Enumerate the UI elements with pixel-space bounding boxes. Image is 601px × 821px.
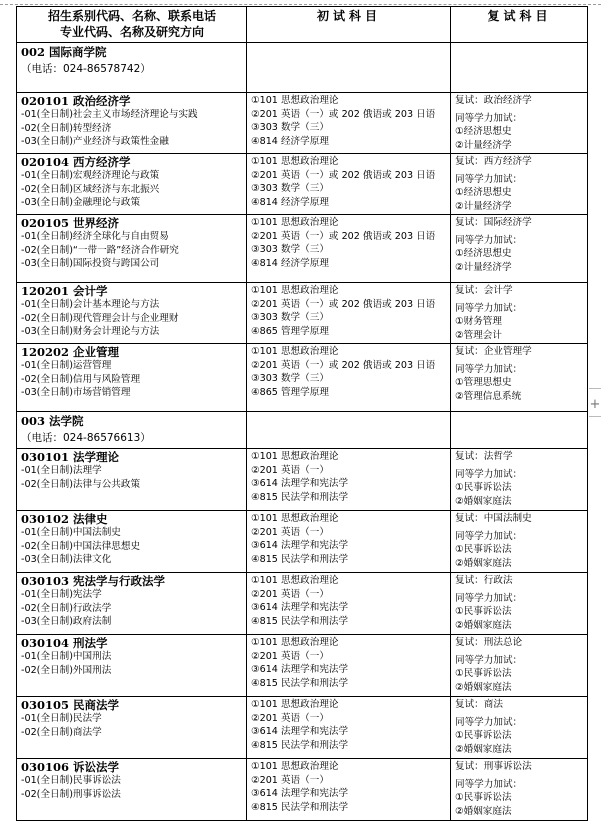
retest-subject: 同等学力加试： [455, 234, 523, 246]
department-phone: （电话：024-86578742） [21, 63, 151, 75]
retest-subject: ②婚姻家庭法 [455, 805, 512, 817]
exam-subject: ①101 思想政治理论 [251, 637, 339, 648]
major-row [17, 511, 588, 573]
exam-subject: ③303 数学（三） [251, 183, 329, 195]
retest-subject: 复试：会计学 [455, 285, 513, 296]
retest-subject: 同等学力加试： [455, 173, 523, 185]
major-title: 120202 企业管理 [21, 345, 120, 359]
research-direction: -03(全日制)国际投资与跨国公司 [21, 258, 160, 270]
retest-subject: ①民事诉讼法 [455, 730, 512, 742]
retest-subject: ②婚姻家庭法 [455, 619, 512, 631]
major-row [17, 344, 588, 412]
retest-subject: ①经济思想史 [455, 126, 512, 138]
exam-subject: ②201 英语（一）或 202 俄语或 203 日语 [251, 108, 436, 120]
initial-exam-cell [247, 154, 451, 215]
retest-subject: 同等学力加试： [455, 716, 523, 728]
research-direction: -01(全日制)会计基本理论与方法 [21, 299, 160, 310]
retest-subject: 同等学力加试： [455, 530, 523, 542]
exam-subject: ①101 思想政治理论 [251, 451, 339, 462]
major-row [17, 573, 588, 635]
major-title: 030102 法律史 [21, 512, 108, 526]
side-expand-plus-icon[interactable]: + [589, 397, 601, 412]
retest-subject: ②婚姻家庭法 [455, 557, 512, 569]
department-exam-cell-empty [247, 43, 451, 93]
exam-subject: ④815 民法学和刑法学 [251, 801, 349, 813]
exam-subject: ④815 民法学和刑法学 [251, 615, 349, 627]
initial-exam-cell [247, 511, 451, 573]
research-direction: -02(全日制)转型经济 [21, 122, 112, 134]
header-program-line-2: 专业代码、名称及研究方向 [59, 25, 204, 39]
major-program-cell [17, 759, 247, 821]
major-row [17, 635, 588, 697]
research-direction: -02(全日制)现代管理会计与企业理财 [21, 312, 179, 324]
exam-subject: ④814 经济学原理 [251, 257, 329, 269]
major-row [17, 283, 588, 344]
retest-subject: 同等学力加试： [455, 363, 523, 375]
exam-subject: ③614 法理学和宪法学 [251, 602, 349, 614]
major-program-cell [17, 697, 247, 759]
retest-subject: 复试：国际经济学 [455, 217, 532, 228]
initial-exam-cell [247, 573, 451, 635]
exam-subject: ②201 英语（一）或 202 俄语或 203 日语 [251, 359, 436, 371]
initial-exam-cell [247, 283, 451, 344]
retest-cell [451, 344, 588, 412]
retest-subject: ②管理信息系统 [455, 390, 522, 402]
department-retest-cell-empty [451, 43, 588, 93]
exam-subject: ③614 法理学和宪法学 [251, 788, 349, 800]
major-program-cell [17, 154, 247, 215]
exam-subject: ③614 法理学和宪法学 [251, 540, 349, 552]
retest-subject: 复试：西方经济学 [455, 156, 532, 167]
retest-subject: ②计量经济学 [455, 261, 512, 273]
major-title: 030103 宪法学与行政法学 [21, 574, 166, 588]
research-direction: -01(全日制)经济全球化与自由贸易 [21, 231, 169, 242]
retest-subject: 复试：刑事诉讼法 [455, 761, 532, 772]
exam-subject: ②201 英语（一） [251, 464, 329, 476]
department-cell [17, 43, 247, 93]
header-program-column [17, 7, 247, 43]
exam-subject: ②201 英语（一） [251, 526, 329, 538]
exam-subject: ③303 数学（三） [251, 244, 329, 256]
exam-subject: ④815 民法学和刑法学 [251, 491, 349, 503]
exam-subject: ①101 思想政治理论 [251, 95, 339, 106]
exam-subject: ①101 思想政治理论 [251, 699, 339, 710]
exam-subject: ④865 管理学原理 [251, 386, 329, 398]
exam-subject: ①101 思想政治理论 [251, 217, 339, 228]
retest-subject: ②管理会计 [455, 329, 502, 341]
major-program-cell [17, 511, 247, 573]
retest-subject: 复试：商法 [455, 699, 503, 710]
retest-subject: 复试：政治经济学 [455, 95, 532, 106]
major-title: 020104 西方经济学 [21, 155, 131, 169]
major-title: 020101 政治经济学 [21, 94, 131, 108]
research-direction: -01(全日制)民法学 [21, 713, 102, 724]
retest-subject: ①经济思想史 [455, 248, 512, 260]
retest-subject: 复试：中国法制史 [455, 513, 532, 524]
major-program-cell [17, 215, 247, 283]
exam-subject: ③303 数学（三） [251, 122, 329, 134]
exam-subject: ④814 经济学原理 [251, 135, 329, 147]
research-direction: -02(全日制)“一带一路”经济合作研究 [21, 244, 179, 256]
major-program-cell [17, 283, 247, 344]
research-direction: -02(全日制)行政法学 [21, 602, 112, 614]
exam-subject: ④815 民法学和刑法学 [251, 677, 349, 689]
major-program-cell [17, 449, 247, 511]
research-direction: -03(全日制)产业经济与政策性金融 [21, 136, 169, 148]
retest-subject: 同等学力加试： [455, 592, 523, 604]
research-direction: -02(全日制)法律与公共政策 [21, 478, 141, 490]
retest-cell [451, 759, 588, 821]
initial-exam-cell [247, 635, 451, 697]
retest-subject: ①管理思想史 [455, 377, 512, 389]
retest-subject: ①经济思想史 [455, 187, 512, 199]
retest-subject: ①民事诉讼法 [455, 544, 512, 556]
retest-cell [451, 215, 588, 283]
exam-subject: ④815 民法学和刑法学 [251, 739, 349, 751]
retest-subject: ①民事诉讼法 [455, 792, 512, 804]
research-direction: -01(全日制)社会主义市场经济理论与实践 [21, 109, 198, 120]
research-direction: -02(全日制)中国法律思想史 [21, 540, 141, 552]
retest-cell [451, 93, 588, 154]
research-direction: -01(全日制)民事诉讼法 [21, 775, 121, 786]
research-direction: -01(全日制)中国法制史 [21, 527, 121, 538]
header-program-line-1: 招生系别代码、名称、联系电话 [47, 9, 216, 23]
retest-subject: ①民事诉讼法 [455, 482, 512, 494]
department-row [17, 412, 588, 449]
retest-subject: 复试：刑法总论 [455, 637, 523, 648]
table-header-row [17, 7, 588, 43]
retest-subject: 同等学力加试： [455, 468, 523, 480]
retest-subject: 同等学力加试： [455, 778, 523, 790]
initial-exam-cell [247, 344, 451, 412]
exam-subject: ①101 思想政治理论 [251, 513, 339, 524]
retest-cell [451, 154, 588, 215]
exam-subject: ④865 管理学原理 [251, 325, 329, 337]
retest-cell [451, 283, 588, 344]
department-phone: （电话：024-86576613） [21, 432, 151, 444]
exam-subject: ②201 英语（一） [251, 588, 329, 600]
department-name: 003 法学院 [21, 414, 84, 428]
major-row [17, 215, 588, 283]
exam-subject: ②201 英语（一） [251, 712, 329, 724]
department-retest-cell-empty [451, 412, 588, 449]
exam-subject: ①101 思想政治理论 [251, 346, 339, 357]
page-top-dashed-rule [0, 0, 601, 5]
research-direction: -02(全日制)刑事诉讼法 [21, 788, 121, 800]
exam-subject: ①101 思想政治理论 [251, 285, 339, 296]
retest-subject: 同等学力加试： [455, 302, 523, 314]
major-program-cell [17, 344, 247, 412]
research-direction: -02(全日制)区域经济与东北振兴 [21, 183, 160, 195]
retest-cell [451, 697, 588, 759]
research-direction: -02(全日制)商法学 [21, 726, 102, 738]
exam-subject: ①101 思想政治理论 [251, 575, 339, 586]
exam-subject: ④814 经济学原理 [251, 196, 329, 208]
side-scroll-marker-lower [589, 416, 601, 427]
retest-subject: ②计量经济学 [455, 200, 512, 212]
department-cell [17, 412, 247, 449]
major-program-cell [17, 573, 247, 635]
retest-subject: ②婚姻家庭法 [455, 681, 512, 693]
research-direction: -01(全日制)法理学 [21, 465, 102, 476]
initial-exam-cell [247, 697, 451, 759]
major-row [17, 154, 588, 215]
exam-subject: ②201 英语（一）或 202 俄语或 203 日语 [251, 230, 436, 242]
exam-subject: ③614 法理学和宪法学 [251, 726, 349, 738]
initial-exam-cell [247, 759, 451, 821]
research-direction: -03(全日制)政府法制 [21, 616, 112, 628]
research-direction: -02(全日制)信用与风险管理 [21, 373, 141, 385]
retest-subject: ①财务管理 [455, 316, 502, 328]
retest-subject: 复试：企业管理学 [455, 346, 532, 357]
major-title: 020105 世界经济 [21, 216, 120, 230]
retest-subject: ②婚姻家庭法 [455, 743, 512, 755]
major-title: 030101 法学理论 [21, 450, 120, 464]
major-program-cell [17, 635, 247, 697]
header-retest-column: 复试科目 [451, 7, 588, 43]
exam-subject: ②201 英语（一）或 202 俄语或 203 日语 [251, 169, 436, 181]
research-direction: -01(全日制)运营管理 [21, 360, 112, 371]
retest-subject: 同等学力加试： [455, 654, 523, 666]
major-row [17, 759, 588, 821]
research-direction: -03(全日制)财务会计理论与方法 [21, 326, 160, 338]
retest-cell [451, 635, 588, 697]
major-row [17, 449, 588, 511]
exam-subject: ③303 数学（三） [251, 373, 329, 385]
research-direction: -03(全日制)法律文化 [21, 554, 112, 566]
major-title: 030105 民商法学 [21, 698, 120, 712]
retest-subject: 同等学力加试： [455, 112, 523, 124]
major-row [17, 697, 588, 759]
retest-subject: ②计量经济学 [455, 139, 512, 151]
retest-subject: 复试：法哲学 [455, 451, 513, 462]
initial-exam-cell [247, 215, 451, 283]
department-exam-cell-empty [247, 412, 451, 449]
exam-subject: ③614 法理学和宪法学 [251, 664, 349, 676]
initial-exam-cell [247, 93, 451, 154]
research-direction: -02(全日制)外国刑法 [21, 664, 112, 676]
exam-subject: ①101 思想政治理论 [251, 761, 339, 772]
research-direction: -03(全日制)金融理论与政策 [21, 197, 141, 209]
retest-cell [451, 511, 588, 573]
retest-cell [451, 573, 588, 635]
retest-subject: ②婚姻家庭法 [455, 495, 512, 507]
initial-exam-cell [247, 449, 451, 511]
major-title: 030104 刑法学 [21, 636, 108, 650]
admission-catalog-table [16, 6, 588, 821]
exam-subject: ②201 英语（一）或 202 俄语或 203 日语 [251, 298, 436, 310]
major-title: 030106 诉讼法学 [21, 760, 120, 774]
exam-subject: ①101 思想政治理论 [251, 156, 339, 167]
exam-subject: ③614 法理学和宪法学 [251, 478, 349, 490]
research-direction: -01(全日制)宪法学 [21, 589, 102, 600]
department-row [17, 43, 588, 93]
research-direction: -03(全日制)市场营销管理 [21, 387, 131, 399]
department-name: 002 国际商学院 [21, 45, 107, 59]
retest-subject: 复试：行政法 [455, 575, 513, 586]
retest-subject: ①民事诉讼法 [455, 606, 512, 618]
exam-subject: ④815 民法学和刑法学 [251, 553, 349, 565]
research-direction: -01(全日制)宏观经济理论与政策 [21, 170, 160, 181]
major-program-cell [17, 93, 247, 154]
major-title: 120201 会计学 [21, 284, 108, 298]
retest-cell [451, 449, 588, 511]
exam-subject: ③303 数学（三） [251, 312, 329, 324]
retest-subject: ①民事诉讼法 [455, 668, 512, 680]
exam-subject: ②201 英语（一） [251, 650, 329, 662]
major-row [17, 93, 588, 154]
exam-subject: ②201 英语（一） [251, 774, 329, 786]
header-initial-exam-column: 初试科目 [247, 7, 451, 43]
research-direction: -01(全日制)中国刑法 [21, 651, 112, 662]
